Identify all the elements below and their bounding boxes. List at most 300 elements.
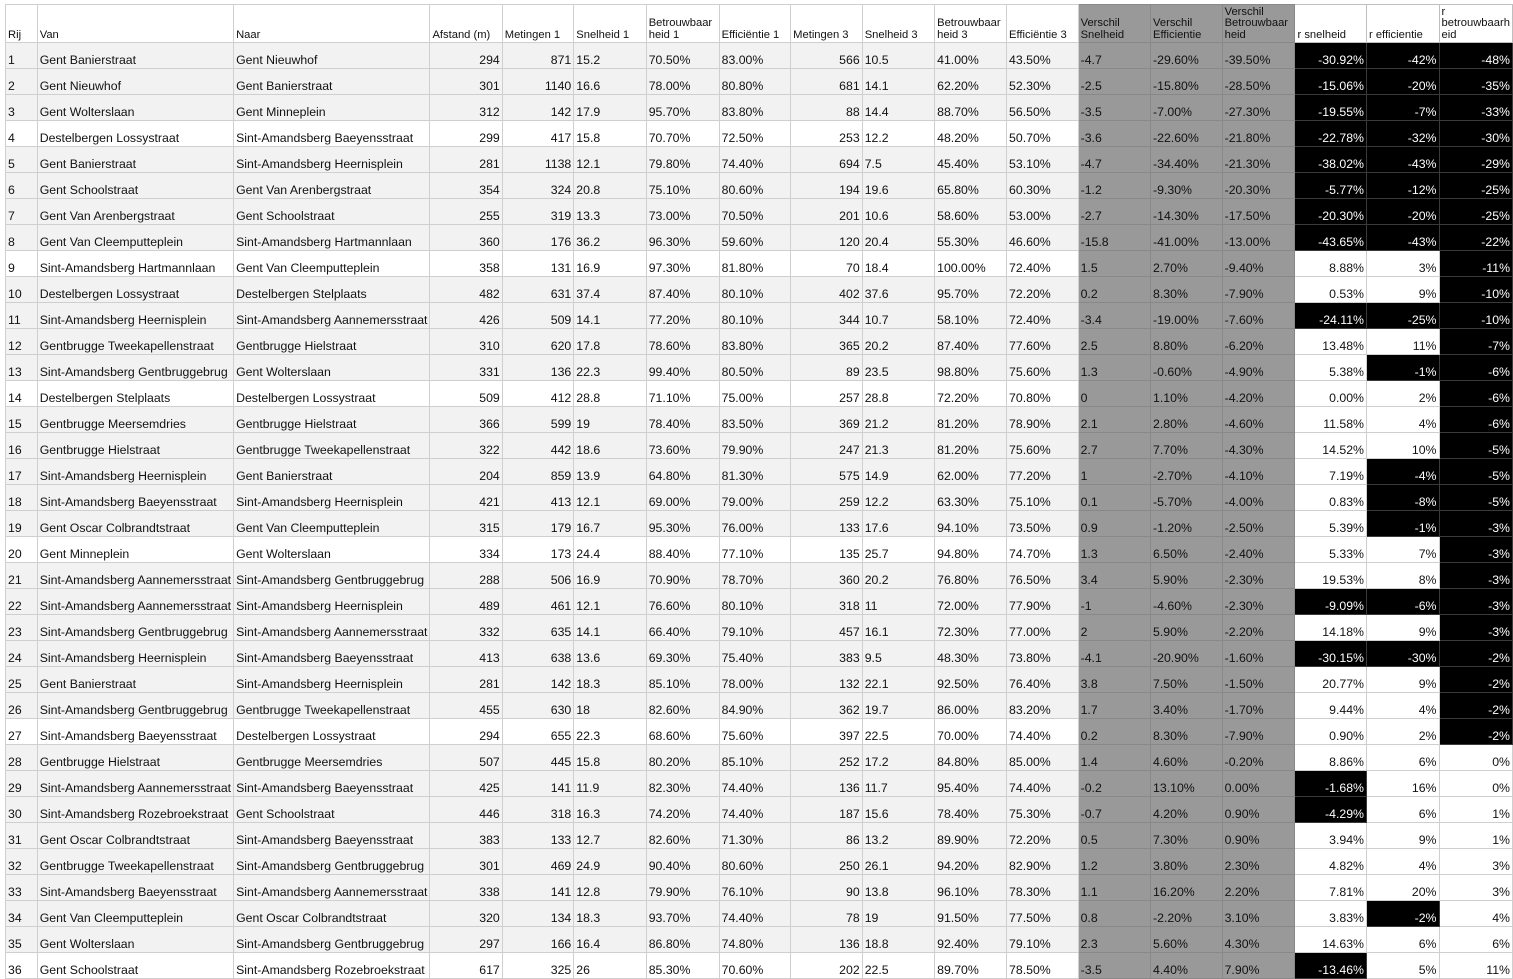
cell-verschil-snelheid[interactable]: 0.9 [1078,511,1150,537]
cell-rij[interactable]: 35 [6,927,38,953]
cell-van[interactable]: Sint-Amandsberg Gentbruggebrug [37,355,233,381]
cell-metingen-3[interactable]: 344 [791,303,863,329]
cell-rij[interactable]: 1 [6,43,38,69]
cell-afstand-m[interactable]: 366 [430,407,502,433]
column-header-betrouwbaar-heid-3[interactable]: Betrouwbaar heid 3 [935,5,1007,43]
cell-efficientie-1[interactable]: 78.70% [719,563,791,589]
cell-afstand-m[interactable]: 204 [430,459,502,485]
cell-verschil-betrouwbaar-heid[interactable]: -6.20% [1222,329,1295,355]
cell-metingen-1[interactable]: 442 [502,433,574,459]
cell-verschil-efficientie[interactable]: 2.80% [1151,407,1223,433]
cell-verschil-efficientie[interactable]: 8.30% [1151,277,1223,303]
cell-verschil-efficientie[interactable]: -7.00% [1151,95,1223,121]
cell-snelheid-1[interactable]: 15.8 [574,745,646,771]
cell-snelheid-1[interactable]: 17.8 [574,329,646,355]
cell-verschil-snelheid[interactable]: 0.2 [1078,719,1150,745]
cell-verschil-snelheid[interactable]: 0.5 [1078,823,1150,849]
cell-van[interactable]: Sint-Amandsberg Gentbruggebrug [37,615,233,641]
cell-naar[interactable]: Gentbrugge Meersemdries [234,745,430,771]
cell-van[interactable]: Sint-Amandsberg Baeyensstraat [37,875,233,901]
cell-snelheid-3[interactable]: 15.6 [862,797,934,823]
cell-betrouwbaar-heid-1[interactable]: 78.00% [646,69,719,95]
cell-afstand-m[interactable]: 332 [430,615,502,641]
cell-efficientie-3[interactable]: 72.20% [1007,823,1079,849]
cell-efficientie-1[interactable]: 70.50% [719,199,791,225]
cell-naar[interactable]: Sint-Amandsberg Aannemersstraat [234,875,430,901]
cell-verschil-betrouwbaar-heid[interactable]: -1.70% [1222,693,1295,719]
cell-van[interactable]: Gent Minneplein [37,537,233,563]
cell-van[interactable]: Gent Van Cleemputteplein [37,225,233,251]
cell-verschil-betrouwbaar-heid[interactable]: -7.90% [1222,277,1295,303]
cell-snelheid-1[interactable]: 18.6 [574,433,646,459]
cell-rij[interactable]: 15 [6,407,38,433]
cell-metingen-3[interactable]: 194 [791,173,863,199]
cell-r-efficientie[interactable]: -6% [1366,589,1439,615]
cell-snelheid-3[interactable]: 13.8 [862,875,934,901]
cell-efficientie-1[interactable]: 80.60% [719,849,791,875]
cell-metingen-1[interactable]: 631 [502,277,574,303]
table-row[interactable] [6,823,1513,849]
cell-efficientie-3[interactable]: 73.80% [1007,641,1079,667]
cell-verschil-efficientie[interactable]: -2.20% [1151,901,1223,927]
cell-efficientie-1[interactable]: 71.30% [719,823,791,849]
cell-metingen-3[interactable]: 252 [791,745,863,771]
cell-snelheid-1[interactable]: 16.7 [574,511,646,537]
cell-van[interactable]: Sint-Amandsberg Heernisplein [37,641,233,667]
cell-metingen-1[interactable]: 417 [502,121,574,147]
cell-betrouwbaar-heid-3[interactable]: 94.10% [935,511,1007,537]
cell-efficientie-3[interactable]: 77.20% [1007,459,1079,485]
cell-efficientie-3[interactable]: 75.60% [1007,355,1079,381]
cell-r-efficientie[interactable]: -8% [1366,485,1439,511]
cell-rij[interactable]: 4 [6,121,38,147]
cell-verschil-efficientie[interactable]: -22.60% [1151,121,1223,147]
cell-r-efficientie[interactable]: -2% [1366,901,1439,927]
cell-r-efficientie[interactable]: -4% [1366,459,1439,485]
cell-r-betrouwbaarh-eid[interactable]: 3% [1439,849,1513,875]
cell-snelheid-1[interactable]: 16.9 [574,251,646,277]
table-row[interactable] [6,563,1513,589]
cell-r-efficientie[interactable]: 9% [1366,277,1439,303]
cell-metingen-3[interactable]: 397 [791,719,863,745]
cell-r-snelheid[interactable]: 5.39% [1295,511,1367,537]
cell-van[interactable]: Gent Oscar Colbrandtstraat [37,823,233,849]
cell-verschil-efficientie[interactable]: -41.00% [1151,225,1223,251]
cell-efficientie-1[interactable]: 74.40% [719,147,791,173]
table-row[interactable] [6,953,1513,979]
cell-snelheid-3[interactable]: 28.8 [862,381,934,407]
cell-efficientie-3[interactable]: 82.90% [1007,849,1079,875]
cell-snelheid-1[interactable]: 13.3 [574,199,646,225]
cell-verschil-efficientie[interactable]: 8.80% [1151,329,1223,355]
cell-betrouwbaar-heid-3[interactable]: 89.70% [935,953,1007,979]
table-row[interactable] [6,745,1513,771]
cell-verschil-efficientie[interactable]: -15.80% [1151,69,1223,95]
cell-metingen-3[interactable]: 201 [791,199,863,225]
cell-metingen-3[interactable]: 365 [791,329,863,355]
cell-r-betrouwbaarh-eid[interactable]: -10% [1439,303,1513,329]
cell-rij[interactable]: 12 [6,329,38,355]
cell-r-snelheid[interactable]: -22.78% [1295,121,1367,147]
cell-verschil-betrouwbaar-heid[interactable]: -1.60% [1222,641,1295,667]
cell-r-snelheid[interactable]: 3.83% [1295,901,1367,927]
column-header-r-betrouwbaarh-eid[interactable]: r betrouwbaarh eid [1439,5,1513,43]
cell-r-betrouwbaarh-eid[interactable]: -6% [1439,407,1513,433]
cell-van[interactable]: Gentbrugge Tweekapellenstraat [37,849,233,875]
cell-r-efficientie[interactable]: 3% [1366,251,1439,277]
cell-metingen-1[interactable]: 469 [502,849,574,875]
cell-r-efficientie[interactable]: -1% [1366,355,1439,381]
cell-efficientie-3[interactable]: 53.00% [1007,199,1079,225]
cell-betrouwbaar-heid-3[interactable]: 81.20% [935,407,1007,433]
cell-verschil-efficientie[interactable]: -5.70% [1151,485,1223,511]
cell-metingen-3[interactable]: 402 [791,277,863,303]
cell-naar[interactable]: Sint-Amandsberg Baeyensstraat [234,641,430,667]
cell-r-betrouwbaarh-eid[interactable]: 0% [1439,771,1513,797]
cell-metingen-1[interactable]: 136 [502,355,574,381]
cell-verschil-efficientie[interactable]: -14.30% [1151,199,1223,225]
cell-van[interactable]: Gent Wolterslaan [37,927,233,953]
cell-rij[interactable]: 6 [6,173,38,199]
cell-r-snelheid[interactable]: 0.90% [1295,719,1367,745]
cell-betrouwbaar-heid-3[interactable]: 72.00% [935,589,1007,615]
cell-van[interactable]: Destelbergen Lossystraat [37,121,233,147]
cell-r-snelheid[interactable]: 0.83% [1295,485,1367,511]
cell-r-betrouwbaarh-eid[interactable]: -11% [1439,251,1513,277]
cell-efficientie-3[interactable]: 79.10% [1007,927,1079,953]
cell-metingen-1[interactable]: 173 [502,537,574,563]
cell-betrouwbaar-heid-3[interactable]: 95.40% [935,771,1007,797]
cell-efficientie-3[interactable]: 78.50% [1007,953,1079,979]
cell-snelheid-3[interactable]: 14.4 [862,95,934,121]
cell-snelheid-3[interactable]: 23.5 [862,355,934,381]
cell-betrouwbaar-heid-1[interactable]: 71.10% [646,381,719,407]
cell-r-betrouwbaarh-eid[interactable]: -7% [1439,329,1513,355]
cell-rij[interactable]: 30 [6,797,38,823]
cell-r-efficientie[interactable]: 4% [1366,407,1439,433]
cell-efficientie-3[interactable]: 70.80% [1007,381,1079,407]
cell-naar[interactable]: Gent Schoolstraat [234,797,430,823]
cell-verschil-snelheid[interactable]: 0.2 [1078,277,1150,303]
cell-rij[interactable]: 24 [6,641,38,667]
cell-verschil-betrouwbaar-heid[interactable]: -20.30% [1222,173,1295,199]
cell-snelheid-3[interactable]: 19.6 [862,173,934,199]
cell-r-efficientie[interactable]: -20% [1366,69,1439,95]
cell-snelheid-3[interactable]: 18.4 [862,251,934,277]
cell-r-betrouwbaarh-eid[interactable]: -5% [1439,433,1513,459]
cell-r-efficientie[interactable]: 7% [1366,537,1439,563]
cell-metingen-3[interactable]: 120 [791,225,863,251]
cell-efficientie-1[interactable]: 78.00% [719,667,791,693]
cell-r-snelheid[interactable]: 5.33% [1295,537,1367,563]
table-row[interactable] [6,927,1513,953]
cell-van[interactable]: Sint-Amandsberg Baeyensstraat [37,719,233,745]
cell-efficientie-3[interactable]: 43.50% [1007,43,1079,69]
cell-efficientie-1[interactable]: 76.10% [719,875,791,901]
cell-betrouwbaar-heid-1[interactable]: 79.80% [646,147,719,173]
cell-verschil-efficientie[interactable]: 1.10% [1151,381,1223,407]
cell-r-betrouwbaarh-eid[interactable]: 3% [1439,875,1513,901]
cell-r-betrouwbaarh-eid[interactable]: -22% [1439,225,1513,251]
cell-van[interactable]: Sint-Amandsberg Baeyensstraat [37,485,233,511]
cell-r-snelheid[interactable]: -30.92% [1295,43,1367,69]
cell-metingen-3[interactable]: 187 [791,797,863,823]
table-row[interactable] [6,381,1513,407]
cell-efficientie-1[interactable]: 72.50% [719,121,791,147]
cell-r-snelheid[interactable]: -19.55% [1295,95,1367,121]
cell-verschil-efficientie[interactable]: -19.00% [1151,303,1223,329]
cell-naar[interactable]: Gent Nieuwhof [234,43,430,69]
cell-efficientie-3[interactable]: 83.20% [1007,693,1079,719]
cell-snelheid-1[interactable]: 12.1 [574,485,646,511]
cell-r-efficientie[interactable]: -43% [1366,147,1439,173]
cell-afstand-m[interactable]: 421 [430,485,502,511]
cell-snelheid-3[interactable]: 16.1 [862,615,934,641]
cell-snelheid-1[interactable]: 16.3 [574,797,646,823]
cell-afstand-m[interactable]: 281 [430,667,502,693]
cell-van[interactable]: Sint-Amandsberg Aannemersstraat [37,771,233,797]
cell-r-efficientie[interactable]: 16% [1366,771,1439,797]
cell-rij[interactable]: 16 [6,433,38,459]
cell-verschil-snelheid[interactable]: 3.8 [1078,667,1150,693]
cell-naar[interactable]: Gent Wolterslaan [234,355,430,381]
cell-verschil-betrouwbaar-heid[interactable]: -4.20% [1222,381,1295,407]
cell-verschil-betrouwbaar-heid[interactable]: -21.80% [1222,121,1295,147]
cell-verschil-betrouwbaar-heid[interactable]: 2.20% [1222,875,1295,901]
cell-verschil-snelheid[interactable]: -4.7 [1078,147,1150,173]
column-header-r-snelheid[interactable]: r snelheid [1295,5,1367,43]
table-row[interactable] [6,849,1513,875]
cell-betrouwbaar-heid-1[interactable]: 70.90% [646,563,719,589]
cell-naar[interactable]: Sint-Amandsberg Heernisplein [234,485,430,511]
cell-van[interactable]: Gentbrugge Meersemdries [37,407,233,433]
cell-rij[interactable]: 19 [6,511,38,537]
cell-metingen-3[interactable]: 135 [791,537,863,563]
cell-verschil-betrouwbaar-heid[interactable]: -2.30% [1222,563,1295,589]
cell-betrouwbaar-heid-3[interactable]: 70.00% [935,719,1007,745]
cell-efficientie-1[interactable]: 74.80% [719,927,791,953]
cell-rij[interactable]: 31 [6,823,38,849]
cell-afstand-m[interactable]: 320 [430,901,502,927]
cell-rij[interactable]: 32 [6,849,38,875]
cell-betrouwbaar-heid-1[interactable]: 74.20% [646,797,719,823]
cell-naar[interactable]: Sint-Amandsberg Aannemersstraat [234,303,430,329]
cell-verschil-betrouwbaar-heid[interactable]: -7.60% [1222,303,1295,329]
cell-r-efficientie[interactable]: -20% [1366,199,1439,225]
cell-van[interactable]: Destelbergen Lossystraat [37,277,233,303]
cell-verschil-snelheid[interactable]: 1 [1078,459,1150,485]
cell-r-betrouwbaarh-eid[interactable]: 6% [1439,927,1513,953]
column-header-r-efficientie[interactable]: r efficientie [1366,5,1439,43]
cell-snelheid-3[interactable]: 12.2 [862,485,934,511]
cell-betrouwbaar-heid-3[interactable]: 84.80% [935,745,1007,771]
cell-metingen-1[interactable]: 620 [502,329,574,355]
cell-rij[interactable]: 28 [6,745,38,771]
cell-r-snelheid[interactable]: -4.29% [1295,797,1367,823]
cell-betrouwbaar-heid-1[interactable]: 86.80% [646,927,719,953]
table-row[interactable] [6,537,1513,563]
cell-afstand-m[interactable]: 507 [430,745,502,771]
cell-betrouwbaar-heid-1[interactable]: 69.30% [646,641,719,667]
cell-rij[interactable]: 5 [6,147,38,173]
table-row[interactable] [6,901,1513,927]
cell-snelheid-1[interactable]: 26 [574,953,646,979]
cell-naar[interactable]: Gent Minneplein [234,95,430,121]
cell-r-snelheid[interactable]: 20.77% [1295,667,1367,693]
cell-metingen-3[interactable]: 253 [791,121,863,147]
cell-verschil-snelheid[interactable]: -3.4 [1078,303,1150,329]
cell-snelheid-3[interactable]: 14.9 [862,459,934,485]
cell-rij[interactable]: 18 [6,485,38,511]
cell-snelheid-1[interactable]: 16.6 [574,69,646,95]
cell-afstand-m[interactable]: 288 [430,563,502,589]
cell-rij[interactable]: 33 [6,875,38,901]
table-row[interactable] [6,615,1513,641]
cell-verschil-efficientie[interactable]: 7.50% [1151,667,1223,693]
cell-metingen-1[interactable]: 461 [502,589,574,615]
cell-snelheid-1[interactable]: 28.8 [574,381,646,407]
cell-snelheid-3[interactable]: 18.8 [862,927,934,953]
cell-betrouwbaar-heid-3[interactable]: 48.30% [935,641,1007,667]
cell-afstand-m[interactable]: 322 [430,433,502,459]
cell-verschil-snelheid[interactable]: 1.2 [1078,849,1150,875]
table-row[interactable] [6,771,1513,797]
cell-betrouwbaar-heid-1[interactable]: 87.40% [646,277,719,303]
cell-r-efficientie[interactable]: -42% [1366,43,1439,69]
cell-betrouwbaar-heid-3[interactable]: 45.40% [935,147,1007,173]
cell-betrouwbaar-heid-1[interactable]: 78.60% [646,329,719,355]
cell-snelheid-3[interactable]: 10.6 [862,199,934,225]
cell-efficientie-3[interactable]: 52.30% [1007,69,1079,95]
cell-efficientie-3[interactable]: 50.70% [1007,121,1079,147]
cell-verschil-betrouwbaar-heid[interactable]: -2.50% [1222,511,1295,537]
cell-rij[interactable]: 11 [6,303,38,329]
cell-r-betrouwbaarh-eid[interactable]: -6% [1439,381,1513,407]
cell-snelheid-1[interactable]: 14.1 [574,615,646,641]
cell-r-betrouwbaarh-eid[interactable]: 1% [1439,797,1513,823]
cell-metingen-3[interactable]: 318 [791,589,863,615]
table-row[interactable] [6,121,1513,147]
cell-snelheid-1[interactable]: 12.7 [574,823,646,849]
cell-snelheid-3[interactable]: 37.6 [862,277,934,303]
cell-metingen-1[interactable]: 599 [502,407,574,433]
cell-metingen-3[interactable]: 694 [791,147,863,173]
cell-van[interactable]: Gent Van Arenbergstraat [37,199,233,225]
column-header-verschil-efficientie[interactable]: Verschil Efficientie [1151,5,1223,43]
cell-efficientie-3[interactable]: 76.50% [1007,563,1079,589]
cell-efficientie-3[interactable]: 77.00% [1007,615,1079,641]
cell-efficientie-1[interactable]: 79.10% [719,615,791,641]
cell-metingen-3[interactable]: 70 [791,251,863,277]
cell-r-betrouwbaarh-eid[interactable]: -2% [1439,641,1513,667]
table-row[interactable] [6,641,1513,667]
cell-snelheid-1[interactable]: 12.8 [574,875,646,901]
cell-efficientie-1[interactable]: 77.10% [719,537,791,563]
cell-naar[interactable]: Sint-Amandsberg Gentbruggebrug [234,849,430,875]
cell-r-efficientie[interactable]: 9% [1366,823,1439,849]
cell-naar[interactable]: Gentbrugge Hielstraat [234,329,430,355]
cell-naar[interactable]: Gent Van Cleemputteplein [234,511,430,537]
cell-snelheid-1[interactable]: 13.6 [574,641,646,667]
cell-r-snelheid[interactable]: 14.52% [1295,433,1367,459]
cell-snelheid-3[interactable]: 20.2 [862,329,934,355]
cell-rij[interactable]: 21 [6,563,38,589]
cell-naar[interactable]: Sint-Amandsberg Baeyensstraat [234,823,430,849]
cell-r-snelheid[interactable]: 5.38% [1295,355,1367,381]
column-header-verschil-betrouwbaar-heid[interactable]: Verschil Betrouwbaar heid [1222,5,1295,43]
cell-metingen-1[interactable]: 142 [502,95,574,121]
cell-metingen-3[interactable]: 575 [791,459,863,485]
cell-snelheid-1[interactable]: 22.3 [574,719,646,745]
cell-naar[interactable]: Gentbrugge Hielstraat [234,407,430,433]
cell-r-efficientie[interactable]: 8% [1366,563,1439,589]
cell-efficientie-1[interactable]: 80.10% [719,589,791,615]
cell-r-betrouwbaarh-eid[interactable]: -3% [1439,563,1513,589]
cell-betrouwbaar-heid-3[interactable]: 94.80% [935,537,1007,563]
cell-betrouwbaar-heid-3[interactable]: 78.40% [935,797,1007,823]
cell-r-snelheid[interactable]: 7.81% [1295,875,1367,901]
cell-metingen-1[interactable]: 638 [502,641,574,667]
cell-r-betrouwbaarh-eid[interactable]: -5% [1439,459,1513,485]
cell-rij[interactable]: 34 [6,901,38,927]
cell-naar[interactable]: Destelbergen Lossystraat [234,381,430,407]
cell-r-snelheid[interactable]: 8.88% [1295,251,1367,277]
table-row[interactable] [6,589,1513,615]
cell-r-snelheid[interactable]: -38.02% [1295,147,1367,173]
cell-efficientie-1[interactable]: 83.80% [719,329,791,355]
cell-efficientie-1[interactable]: 80.60% [719,173,791,199]
cell-verschil-betrouwbaar-heid[interactable]: -7.90% [1222,719,1295,745]
cell-betrouwbaar-heid-1[interactable]: 85.10% [646,667,719,693]
cell-verschil-betrouwbaar-heid[interactable]: -27.30% [1222,95,1295,121]
cell-verschil-betrouwbaar-heid[interactable]: -4.00% [1222,485,1295,511]
cell-metingen-1[interactable]: 630 [502,693,574,719]
cell-efficientie-1[interactable]: 79.90% [719,433,791,459]
column-header-betrouwbaar-heid-1[interactable]: Betrouwbaar heid 1 [646,5,719,43]
cell-r-snelheid[interactable]: -20.30% [1295,199,1367,225]
cell-verschil-efficientie[interactable]: 7.70% [1151,433,1223,459]
cell-metingen-3[interactable]: 90 [791,875,863,901]
cell-naar[interactable]: Gentbrugge Tweekapellenstraat [234,433,430,459]
column-header-afstand-m[interactable]: Afstand (m) [430,5,502,43]
cell-snelheid-3[interactable]: 19.7 [862,693,934,719]
cell-snelheid-1[interactable]: 24.9 [574,849,646,875]
cell-betrouwbaar-heid-1[interactable]: 77.20% [646,303,719,329]
cell-verschil-betrouwbaar-heid[interactable]: 4.30% [1222,927,1295,953]
cell-betrouwbaar-heid-3[interactable]: 88.70% [935,95,1007,121]
cell-betrouwbaar-heid-1[interactable]: 69.00% [646,485,719,511]
cell-afstand-m[interactable]: 255 [430,199,502,225]
cell-verschil-efficientie[interactable]: -4.60% [1151,589,1223,615]
cell-verschil-efficientie[interactable]: 3.80% [1151,849,1223,875]
cell-afstand-m[interactable]: 334 [430,537,502,563]
cell-efficientie-3[interactable]: 75.60% [1007,433,1079,459]
cell-snelheid-3[interactable]: 11 [862,589,934,615]
table-row[interactable] [6,407,1513,433]
cell-betrouwbaar-heid-1[interactable]: 82.30% [646,771,719,797]
cell-r-efficientie[interactable]: 6% [1366,745,1439,771]
cell-afstand-m[interactable]: 509 [430,381,502,407]
cell-snelheid-1[interactable]: 18 [574,693,646,719]
table-row[interactable] [6,485,1513,511]
cell-betrouwbaar-heid-3[interactable]: 87.40% [935,329,1007,355]
cell-betrouwbaar-heid-3[interactable]: 94.20% [935,849,1007,875]
cell-betrouwbaar-heid-1[interactable]: 82.60% [646,823,719,849]
cell-efficientie-3[interactable]: 56.50% [1007,95,1079,121]
cell-betrouwbaar-heid-3[interactable]: 92.40% [935,927,1007,953]
cell-snelheid-3[interactable]: 21.2 [862,407,934,433]
cell-verschil-efficientie[interactable]: 8.30% [1151,719,1223,745]
